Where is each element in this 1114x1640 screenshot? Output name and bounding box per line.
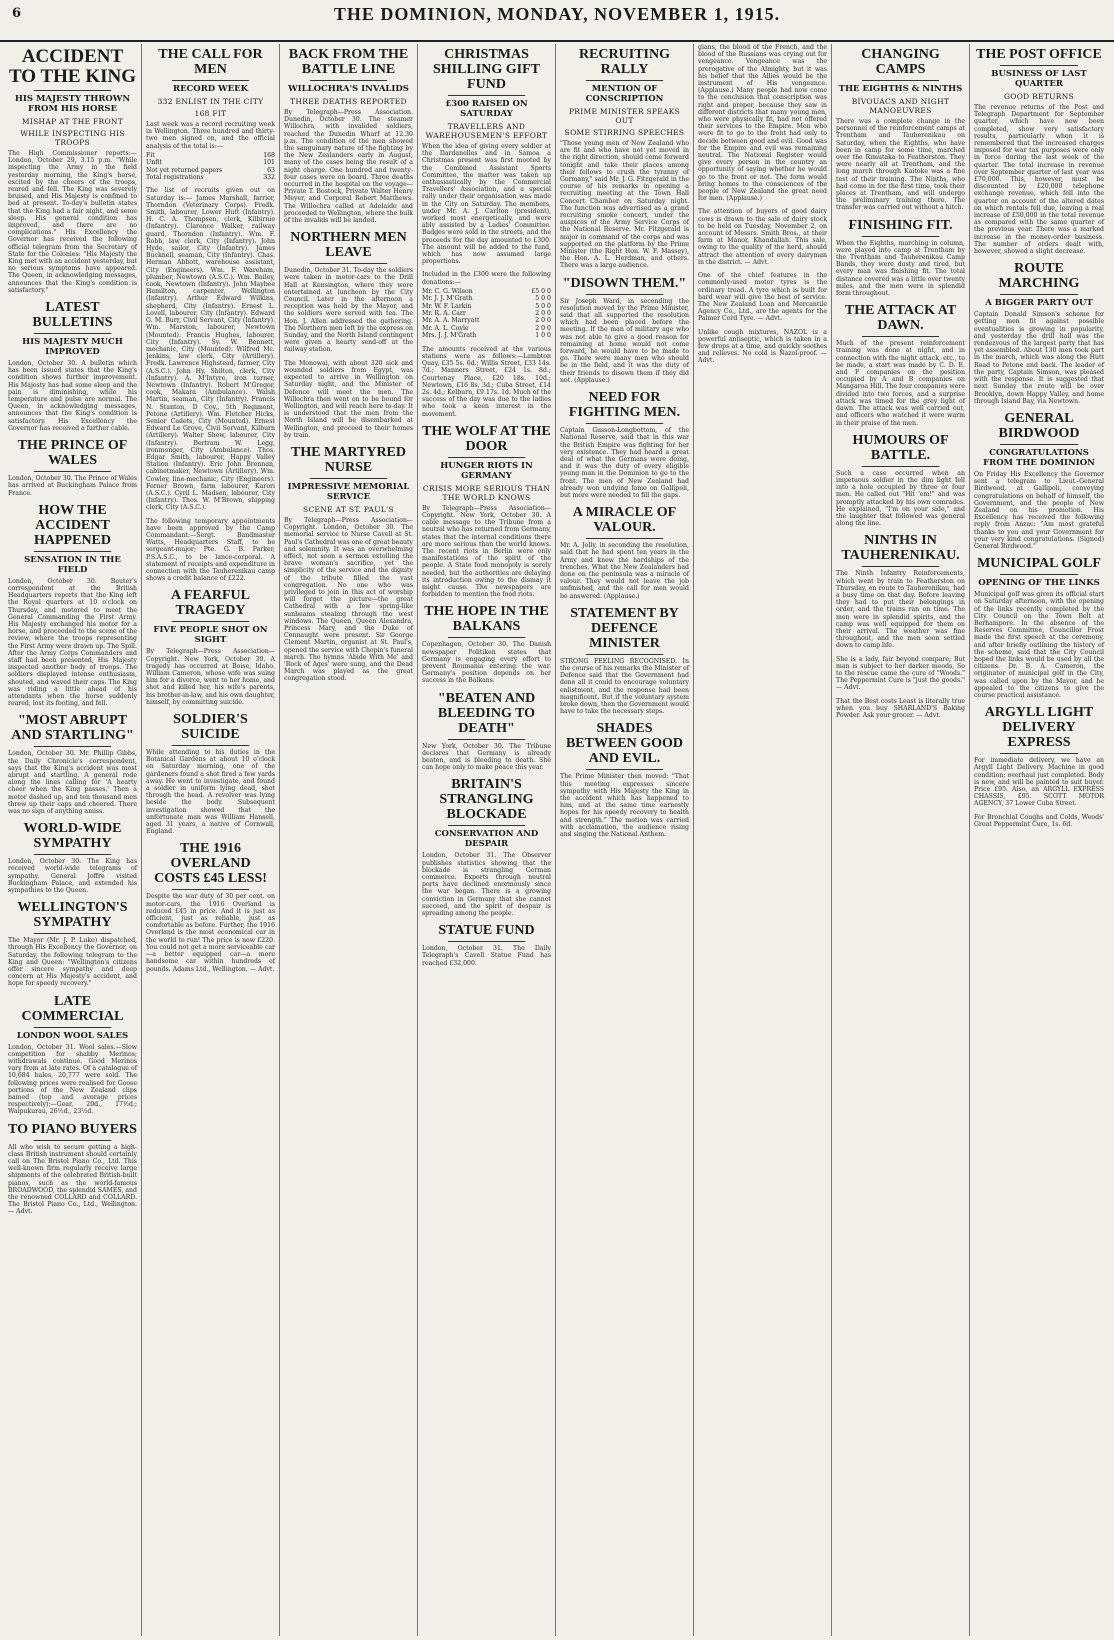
article-body: Much of the present reinforcement training was done at night, and in connection with the night attack, etc., to be made, a start was made by C. D. E. and F companies on the position occupied by A and B companies on Mangaroa Hill. The four companies were divided into two forces, and a surprise attack was timed for the grey light of dawn. The attack was well carried out, and officers who watched it were warm in their praise of the men. bbox=[836, 340, 965, 427]
headline-rule bbox=[448, 825, 525, 826]
article-subheading: SCENE AT ST. PAUL'S bbox=[303, 504, 394, 514]
headline-rule bbox=[448, 95, 525, 96]
article bbox=[836, 218, 965, 298]
article bbox=[284, 360, 413, 439]
article-subheading: THREE DEATHS REPORTED bbox=[290, 97, 407, 106]
article-body: While attending to his duties in the Botanical Gardens at about 10 o'clock on Saturday morning, one of the gardeners found a shot fired a few yards away. He went to investigate, and found a soldier in uniform lying dead, shot through the head. A revolver was lying beside the body. Subsequent investigation showed that the unfortunate man was William Hansell, aged 31 years, a native of Cornwall, England. bbox=[146, 749, 275, 836]
stats-value: 1 0 0 bbox=[535, 332, 551, 340]
article bbox=[284, 47, 413, 224]
article-subheading: HUNGER RIOTS IN GERMANY bbox=[440, 460, 533, 481]
article bbox=[836, 433, 965, 528]
column-1 bbox=[4, 44, 142, 1636]
column-8 bbox=[970, 44, 1108, 1636]
article-headline: THE ATTACK AT DAWN. bbox=[844, 303, 957, 334]
article bbox=[422, 346, 551, 418]
article-headline: STATEMENT BY DEFENCE MINISTER bbox=[570, 605, 679, 651]
article-headline: MUNICIPAL GOLF bbox=[977, 556, 1101, 572]
headline-rule bbox=[862, 80, 939, 81]
headline-rule bbox=[862, 566, 939, 567]
article-headline: TO PIANO BUYERS bbox=[8, 1121, 137, 1137]
article bbox=[836, 47, 965, 212]
headline-rule bbox=[1000, 753, 1078, 754]
stats-row bbox=[422, 288, 551, 295]
article-headline: "BEATEN AND BLEEDING TO DEATH" bbox=[437, 690, 536, 736]
headline-rule bbox=[586, 423, 663, 424]
article-headline: THE WOLF AT THE DOOR bbox=[422, 423, 551, 454]
article-subheading: CONSERVATION AND DESPAIR bbox=[434, 829, 539, 850]
stats-row bbox=[422, 325, 551, 332]
article bbox=[836, 303, 965, 426]
stats-label: Total registrations bbox=[146, 174, 204, 182]
article-subheading: WILLOCHRA'S INVALIDS bbox=[288, 84, 409, 94]
article bbox=[836, 656, 965, 692]
article bbox=[698, 208, 827, 266]
article bbox=[974, 814, 1104, 828]
headline-rule bbox=[34, 854, 111, 855]
article-headline: A MIRACLE OF VALOUR. bbox=[572, 505, 677, 536]
stats-label: Mr. J. J. M'Grath bbox=[422, 295, 473, 303]
column-5 bbox=[556, 44, 694, 1636]
article-headline: CHRISTMAS SHILLING GIFT FUND bbox=[433, 47, 540, 92]
article-subheading: CRISIS MORE SERIOUS THAN THE WORLD KNOWS bbox=[422, 483, 551, 502]
stats-value: 168 bbox=[263, 151, 275, 159]
article bbox=[8, 1122, 137, 1216]
newspaper-columns bbox=[4, 44, 1110, 1636]
stats-label: Unfit bbox=[146, 159, 162, 167]
article-subheading: MISHAP AT THE FRONT bbox=[21, 117, 124, 126]
headline-rule bbox=[310, 263, 387, 264]
article-body: By Telegraph—Press Association. Dunedin, October 30. The steamer Willochra, with invalided soldiers, reached the Dunedin Wharf at 12.30 p.m. The condition of the men showed the sanguinary nature of the fighting by the New Zealanders early in August, many of the cases being the result of a night charge. One hundred and twenty-four cases were on board. Three deaths occurred in the hospital on the voyage—Private T. Bostock, Private Walter Henry Meyer, and Corporal Robert Matthews. The Willochra called at Adelaide and proceeded to Wellington, where the bulk of the invalids will be landed. bbox=[284, 109, 413, 225]
article-subheading: GOOD RETURNS bbox=[1003, 92, 1075, 101]
article-headline: CHANGING CAMPS bbox=[861, 47, 940, 77]
stats-row bbox=[422, 295, 551, 302]
article-body: The following temporary appointments have been approved by the Camp Commandant:—Sergt. Bandmaster Watts, Headquarters Staff, to be sergeant-major; Pte. G. B. Parker, P.S.A.S.C., to be lance-corporal. A statement of receipts and expenditure in connection with the Tauherenikau camp shows a credit balance of £222. bbox=[146, 517, 275, 583]
headline-rule bbox=[862, 336, 939, 337]
article-body: London, October 31. The Observer publishes statistics showing that the blockade is strangling German commerce. Exports through neutral ports have declined enormously since the war began. There is a growing conviction in Germany that she cannot succeed, and the spirit of despair is spreading among the people. bbox=[422, 852, 551, 918]
article-subheading: SENSATION IN THE FIELD bbox=[24, 554, 121, 575]
article-body: There was a complete change in the personnel of the reinforcement camps at Trentham and Tauherenikau on Saturday, when the Eighths, who have been in camp for some time, marched over the Rimutaka to Featherston. They were nearly all at Trentham, and the long march through Kaitoke was a fine test of their training. The Ninths, who had come in for the first time, took their places at Trentham, and will undergo the preliminary training there. The transfer was carried out without a hitch. bbox=[836, 118, 965, 212]
article bbox=[8, 713, 137, 815]
headline-rule bbox=[34, 551, 111, 552]
article-subheading: THE EIGHTHS & NINTHS bbox=[838, 84, 963, 94]
headline-rule bbox=[34, 1027, 111, 1028]
article bbox=[698, 272, 827, 322]
article bbox=[836, 698, 965, 720]
article-subheading: TRAVELLERS AND WAREHOUSEMEN'S EFFORT bbox=[425, 122, 548, 140]
headline-rule bbox=[448, 941, 525, 942]
headline-rule bbox=[1000, 444, 1078, 445]
stats-value: 332 bbox=[263, 174, 275, 182]
article-subheading: WHILE INSPECTING HIS TROOPS bbox=[20, 129, 125, 147]
article-body: Municipal golf was given its official start on Saturday afternoon, with the opening of the links recently completed by the City Council on the Town Belt at Berhampore. In the absence of the Reserves Committee, Councillor Frost made the first speech at the ceremony, and after briefly outlining the history of the scheme, said that the City Council hoped the links would be used by all the citizens. Dr. B. A. Cameron, the originator of municipal golf in the City, was called upon by the Mayor, and he appealed to the citizens to give the course practical assistance. bbox=[974, 591, 1104, 699]
article-headline: BACK FROM THE BATTLE LINE bbox=[288, 47, 409, 77]
article bbox=[8, 438, 137, 497]
article-body: By Telegraph—Press Association—Copyright. New York, October 30. A tragedy has occurred at Boise, Idaho. William Cameron, whose wife was suing him for a divorce, went to her home, and shot and killed her, his wife's parents, his brother-in-law, and his own daughter, himself, by committing suicide. bbox=[146, 648, 275, 706]
article-body: The Monowai, with about 320 sick and wounded soldiers from Egypt, was expected to arrive in Wellington on Saturday night, and the Minister of Defence will meet the men. The Willochra then went on to be bound for Wellington, and will reach here to-day. It is understood that the men from the North Island will be disembarked at Wellington, and proceed to their homes by train. bbox=[284, 359, 413, 439]
article-subheading: PRIME MINISTER SPEAKS OUT bbox=[568, 107, 681, 125]
article-headline: LATE COMMERCIAL bbox=[21, 993, 124, 1024]
article-body: By Telegraph—Press Association—Copyright. London, October 30. The memorial service to Nurse Cavell at St. Paul's Cathedral was one of great beauty and solemnity. It was an overwhelming effect, not soon a sermon extolling the brave woman's sacrifice, yet the simplicity of the service and the dignity of the tribute filled the vast congregation. No one who was privileged to join in this act of worship will forget the picture—the great Cathedral with a few spring-like sunbeams stealing through the west windows. The Queen, Queen Alexandra, Princess Mary, and the Duke of Connaught were present. Sir George Clement Martin, organist at St. Paul's, opened the service with Chopin's funeral march. The hymns 'Abide With Me' and 'Rock of Ages' were sung, and the Dead March was played as the great congregation stood. bbox=[284, 516, 413, 683]
article-headline: THE HOPE IN THE BALKANS bbox=[424, 604, 549, 635]
article-body: All who wish to secure getting a high-class British instrument should certainly call on The Bristol Piano Co., Ltd. This well-known firm regularly receive large shipments of the celebrated British-built pianos, such as the world-famous BROADWOOD, the splendid SAMES, and the renowned COLLARD and COLLARD. The Bristol Piano Co., Ltd., Wellington. — Advt. bbox=[8, 1143, 137, 1216]
article-body: London, October 30. The Prince of Wales has arrived at Buckingham Palace from France. bbox=[8, 475, 137, 497]
article bbox=[8, 300, 137, 432]
article bbox=[422, 271, 551, 339]
article-subheading: CONGRATULATIONS FROM THE DOMINION bbox=[983, 447, 1095, 468]
article-subheading: £300 RAISED ON SATURDAY bbox=[445, 99, 528, 119]
article-headline: ROUTE MARCHING bbox=[998, 261, 1080, 292]
article-body: London, October 30. Reuter's correspondent at the British Headquarters reports that the King left the Royal quarters at 10 o'clock on Thursday, and motored to meet the General Commanding the First Army. His Majesty exchanged his motor for a horse, and proceeded to the scene of the review, where the troops representing the First Army were drawn up. The Spill. After the Army Corps Commanders and staff had been presented, His Majesty inspected another body of troops. The soldiers displayed intense enthusiasm, shouted, and waved their caps. The King was riding a little ahead of his attendants when the horse suddenly reared, lost its footing, and fell. bbox=[8, 577, 137, 708]
headline-rule bbox=[586, 769, 663, 770]
headline-rule bbox=[34, 746, 111, 747]
article-headline: NEED FOR FIGHTING MEN. bbox=[568, 390, 681, 421]
article-body: Captain Gasson-Longbottom, of the National Reserve, said that in this war the British Empire was fighting for her very existence. They had heard a great deal of what the Germans were doing, and it was the duty of every eligible young man in the Dominion to go to the front. The men of New Zealand had already won undying fame on Gallipoli, but more were needed to fill the gaps. bbox=[560, 427, 689, 499]
article-body: When the Eighths, marching in column, were played into camp at Trentham by the Trentham and Tauherenikau Camp Bands, they were dusty and tired, but every man was finishing fit. The total distance covered was a little over twenty miles, and the men were in splendid form throughout. bbox=[836, 239, 965, 298]
article bbox=[560, 390, 689, 499]
article-subheading: IMPRESSIVE MEMORIAL SERVICE bbox=[287, 481, 410, 502]
article-body: Copenhagen, October 30. The Danish newspaper Politiken states that Germany is engaging every effort to prevent Roumania entering the war. Germany's position depends on her success in the Balkans. bbox=[422, 641, 551, 685]
article-headline: SOLDIER'S SUICIDE bbox=[173, 712, 248, 743]
article-headline: THE 1916 OVERLAND COSTS £45 LESS! bbox=[154, 841, 267, 887]
stats-label: Mrs. J. J. M'Grath bbox=[422, 332, 477, 340]
stats-label: Mr. A. A. Marryatt bbox=[422, 317, 480, 325]
article bbox=[560, 505, 689, 600]
article-body: London, October 30. The King has received world-wide telegrams of sympathy. General Joffre visited Buckingham Palace, and extended his sympathies to the Queen. bbox=[8, 858, 137, 894]
stats-row bbox=[146, 159, 275, 166]
article-body: The revenue returns of the Post and Telegraph Department for September quarter, which have now been completed, show very satisfactory results, particularly when it is remembered that the increased charges imposed for war tax purposes were only in force during the last week of the quarter. The total increase in revenue over September quarter of last year was £70,000. This, however, must be discounted by £20,000 telephone exchange revenue, which fell into the quarter on account of the altered dates on which rentals fell due, leaving a real increase of £50,000 in the total revenue as compared with the same quarter of the previous year. There was a marked increase in the money-order business. The number of orders dealt with, however, showed a slight decrease. bbox=[974, 104, 1104, 256]
article bbox=[560, 47, 689, 270]
article-subheading: HIS MAJESTY MUCH IMPROVED bbox=[22, 337, 123, 358]
article-body: Sir Joseph Ward, in seconding the resolution moved by the Prime Minister, said that all supported the resolution which had been placed before the meeting. If the man of military age who was not able to give a good reason for remaining at home would not come forward, he would have to be made to go. There were many men who should be in the field, and it was the duty of their friends to disown them if they did not. (Applause.) bbox=[560, 297, 689, 384]
article bbox=[146, 47, 275, 181]
article-headline: WORLD-WIDE SYMPATHY bbox=[23, 821, 122, 852]
stats-value: 63 bbox=[267, 166, 275, 174]
article bbox=[8, 821, 137, 894]
stats-table bbox=[146, 152, 275, 182]
article bbox=[698, 44, 827, 202]
article-headline: LATEST BULLETINS bbox=[32, 300, 113, 331]
article-body: That the Best costs Least is literally true when you buy SHARLAND'S Baking Powder. Ask your grocer. — Advt. bbox=[836, 697, 965, 719]
headline-rule bbox=[172, 80, 249, 81]
article bbox=[560, 721, 689, 838]
stats-row bbox=[146, 167, 275, 174]
headline-rule bbox=[172, 889, 249, 890]
newspaper-title: THE DOMINION, MONDAY, NOVEMBER 1, 1915. bbox=[333, 4, 781, 24]
article bbox=[422, 424, 551, 599]
article bbox=[560, 276, 689, 384]
article-headline: FINISHING FIT. bbox=[848, 217, 953, 233]
article-body: "Those young men of New Zealand who are fit and who have not yet moved in the right direction, should come forward tonight and take their places among their fellows to crush the tyranny of Germany," said Mr. J. G. Fitzgerald in the course of his remarks in opening a recruiting meeting at the Town Hall Concert Chamber on Saturday night. The function was advertised as a grand recruiting smoke concert, under the auspices of the Army Service Corps of the National Reserve. Mr. Fitzgerald is major in command of the corps and was supported on the platform by the Prime Minister (the Right Hon. W. F. Massey), the Hon. A. L. Herdman, and others. There was a large audience. bbox=[560, 140, 689, 270]
article-subheading: BIVOUACS AND NIGHT MANOEUVRES bbox=[851, 97, 950, 115]
article-headline: RECRUITING RALLY bbox=[578, 47, 670, 77]
article-body: Included in the £300 were the following donations:— bbox=[422, 271, 551, 286]
article-subheading: MENTION OF CONSCRIPTION bbox=[585, 84, 664, 104]
stats-table bbox=[422, 288, 551, 340]
article-subheading: HIS MAJESTY THROWN FROM HIS HORSE bbox=[14, 94, 131, 114]
column-7 bbox=[832, 44, 970, 1636]
article-headline: ARGYLL LIGHT DELIVERY EXPRESS bbox=[984, 705, 1094, 751]
stats-row bbox=[146, 174, 275, 181]
headline-rule bbox=[862, 236, 939, 237]
article bbox=[422, 691, 551, 772]
article bbox=[422, 923, 551, 967]
article bbox=[8, 994, 137, 1116]
article bbox=[422, 47, 551, 265]
article bbox=[146, 841, 275, 972]
article-body: STRONG FEELING RECOGNISED. In the course of his remarks the Minister of Defence said that the Government had done all it could to encourage voluntary enlistment, and the response had been magnificent. But if the voluntary system broke down, then the Government would have to take the necessary steps. bbox=[560, 657, 689, 716]
headline-rule bbox=[448, 637, 525, 638]
headline-rule bbox=[34, 90, 111, 91]
headline-rule bbox=[34, 1140, 111, 1141]
article-headline: THE POST OFFICE bbox=[976, 47, 1102, 62]
article-body: London, October 31. Wool sales.—Slow competition for shabby Merinos; withdrawals continue. Good Merinos vary from at late rates. Of a catalogue of 10,684 bales, 20,777 were sold. The following prices were realised for Goose portions of the New Zealand clips named (top and average prices respectively):—Gear, 20d., 17½d.; Waipukurau, 26½d., 23½d. bbox=[8, 1043, 137, 1116]
column-2 bbox=[142, 44, 280, 1636]
headline-rule bbox=[1000, 65, 1078, 66]
headline-rule bbox=[586, 654, 663, 655]
headline-rule bbox=[586, 538, 663, 539]
masthead bbox=[0, 0, 1114, 42]
article-headline: THE MARTYRED NURSE bbox=[290, 444, 406, 475]
article-body: London, October 30. A bulletin which has been issued states that the King's condition shows further improvement. His Majesty has had some sleep and the pain is diminishing, while his temperature and pulse are normal. The Queen, in acknowledging messages, announces that the King's condition is satisfactory. His Excellency the Governor has received a further cable. bbox=[8, 360, 137, 432]
article-body: New York, October 30. The Tribune declares that Germany is already beaten, and is bleeding to death. She can hope only to make peace this year. bbox=[422, 742, 551, 772]
article-headline: A FEARFUL TRAGEDY bbox=[171, 588, 250, 619]
headline-rule bbox=[34, 333, 111, 334]
stats-value: 2 0 0 bbox=[535, 310, 551, 318]
article bbox=[974, 705, 1104, 807]
headline-rule bbox=[310, 478, 387, 479]
article-headline: THE PRINCE OF WALES bbox=[17, 438, 128, 469]
article-body: The High Commissioner reports:— London, October 29, 3.15 p.m. "While inspecting the Army in the field yesterday morning, the King's horse, excited by the cheers of the troops, reared and fell. The King was severely bruised, and His Majesty is confined to bed at present. To-day's bulletin states that the King had a fair night, and some sleep. His general condition has improved, and there are no complications." His Excellency the Governor has received the following official telegram from the Secretary of State for the Colonies: "His Majesty the King met with an accident yesterday, but no serious symptoms have appeared. The Queen, in acknowledging messages, announces that the King's condition is satisfactory." bbox=[8, 150, 137, 294]
headline-rule bbox=[34, 471, 111, 472]
article bbox=[146, 518, 275, 583]
article-headline: NINTHS IN TAUHERENIKAU. bbox=[841, 533, 960, 564]
article-body: gians, the blood of the French, and the blood of the Russians was crying out for vengeance. Vengeance was the prerogative of the Almighty, but it was his belief that the Allies would be the instrument of His vengeance. (Applause.) Many people had now come to the conclusion that conscription was right and proper, because they saw in different districts that many young men, who were physically fit, had not offered their services to the Empire. Men who were fit to go to the front had only to decide between good and evil. Good was for the Empire and evil was remaining neutral. The National Register would give every person in the country an opportunity of saying whether he would go to the front or not. The form would bring homes to the consciences of the people of New Zealand the great need for men. (Applause.) bbox=[698, 44, 827, 203]
headline-rule bbox=[34, 933, 111, 934]
article bbox=[422, 604, 551, 684]
article-body: The amounts received at the various stations were as follows:—Lambton Quay, £35 5s. 6d.; Willis Street, £33 14s. 7d.; Manners Street, £24 1s. 8d.; Courtenay Place, £20 18s. 10d.; Newtown, £16 8s. 3d.; Cuba Street, £14 2s. 4d.; Kelburn, £9 17s. 1d. Much of the success of the day was due to the ladies who took a keen interest in the movement. bbox=[422, 345, 551, 418]
stats-value: 5 0 0 bbox=[535, 295, 551, 303]
stats-row bbox=[422, 310, 551, 317]
article-body: The Mayor (Mr. J. P. Luke) dispatched, through His Excellency the Governor, on Saturday, the following telegram to the King and Queen: "Wellington's citizens offer sincere sympathy and deep concern at His Majesty's accident, and hope for speedy recovery." bbox=[8, 937, 137, 988]
article-body: Mr. A. Jolly, in seconding the resolution, said that he had spent ten years in the Army and knew the hardships of the trenches. What the New Zealanders had done on the peninsula was a miracle of valour. They would not leave the job unfinished, and the call for men would be answered. (Applause.) bbox=[560, 542, 689, 600]
column-3 bbox=[280, 44, 418, 1636]
article bbox=[422, 777, 551, 917]
article bbox=[560, 606, 689, 716]
article-body: By Telegraph—Press Association—Copyright. New York, October 30. A cable message to the Tribune from a neutral who has returned from Germany, states that the internal conditions there are more serious than the world knows. The recent riots in Berlin were only manifestations of the spirit of the people. A State food monopoly is sorely needed, but the authorities are delaying its introduction owing to the dismay it might cause. The newspapers are forbidden to mention the food riots. bbox=[422, 504, 551, 599]
stats-value: 101 bbox=[263, 159, 275, 167]
stats-label: Fit bbox=[146, 151, 155, 159]
article-headline: STATUE FUND bbox=[438, 923, 535, 939]
stats-row bbox=[422, 317, 551, 324]
article bbox=[8, 503, 137, 708]
headline-rule bbox=[586, 294, 663, 295]
article-subheading: 168 FIT bbox=[194, 109, 227, 118]
stats-row bbox=[146, 152, 275, 159]
article bbox=[974, 411, 1104, 550]
stats-row bbox=[422, 303, 551, 310]
article-headline: ACCIDENT TO THE KING bbox=[8, 46, 137, 87]
article-subheading: LONDON WOOL SALES bbox=[16, 1030, 129, 1041]
article bbox=[8, 900, 137, 987]
article-headline: HOW THE ACCIDENT HAPPENED bbox=[34, 502, 111, 548]
stats-value: 5 0 0 bbox=[535, 302, 551, 310]
article bbox=[284, 445, 413, 683]
article-subheading: A BIGGER PARTY OUT bbox=[985, 298, 1093, 309]
article-subheading: OPENING OF THE LINKS bbox=[978, 578, 1100, 589]
column-6 bbox=[694, 44, 832, 1636]
article-body: Despite the war duty of 30 per cent. on motor-cars, the 1916 Overland is reduced £45 in price. And it is just as efficient, just as reliable, just as comfortable as before. Further, the 1916 Overland is the most economical car in the world to run! The price is now £220. You could not get a more serviceable car—a better equipped car—a more handsome car within hundreds of pounds. Adams Ltd., Wellington. — Advt. bbox=[146, 893, 275, 973]
article-body: One of the chief features in the commonly-used motor tyres is the ordinary tread. A tyre which is built for hard wear will give the best of service. The New Zealand Loan and Mercantile Agency Co., Ltd., are the agents for the Palmer Cord Tyre. — Advt. bbox=[698, 272, 827, 323]
article bbox=[8, 47, 137, 294]
stats-label: Mr. R. A. Carr bbox=[422, 310, 466, 318]
stats-label: Mr. W. F. Larkin bbox=[422, 302, 472, 310]
headline-rule bbox=[586, 80, 663, 81]
article-headline: SHADES BETWEEN GOOD AND EVIL. bbox=[565, 721, 684, 767]
stats-value: £5 0 0 bbox=[531, 287, 551, 295]
article-subheading: RECORD WEEK bbox=[173, 84, 248, 94]
article-headline: "MOST ABRUPT AND STARTLING" bbox=[11, 713, 134, 744]
article-body: Captain Donald Simson's scheme for getting men fit against possible eventualities is growing in popularity, and yesterday the drill hall was the rendezvous of the largest party that has yet assembled. About 130 men took part in the march, which was along the Hutt Road to Petone and back. The leader of the party, Captain Simson, was pleased with the response. It is suggested that next Sunday the route will be over Brooklyn, down Happy Valley, and home through Island Bay, via Newtown. bbox=[974, 311, 1104, 405]
article-body: Unlike cough mixtures, NAZOL is a powerful antiseptic, which is taken in a few drops at a time, and quickly soothes and relieves. No cold is Nazol-proof. — Advt. bbox=[698, 328, 827, 365]
article bbox=[974, 47, 1104, 255]
article-body: For Bronchial Coughs and Colds, Woods' Great Peppermint Cure, 1s. 6d. bbox=[974, 813, 1104, 828]
article bbox=[146, 187, 275, 511]
article bbox=[836, 533, 965, 649]
article-body: London, October 31. The Daily Telegraph's Cavell Statue Fund has reached £32,000. bbox=[422, 945, 551, 967]
stats-label: Mr. C. G. Wilson bbox=[422, 287, 473, 295]
article-body: When the idea of giving every soldier at the Dardanelles and in Samoa a Christmas present was first mooted by the Combined Assistant Sports Committee, the matter was taken up enthusiastically by the Commercial Travellers' Association, and a special rally under their organisation was made in the City on Saturday. The members, under Mr. A. J. Carlton (president), worked most energetically, and were ably assisted by a Ladies' Committee. Badges were sold in the streets, and the proceeds for the day amounted to £300. The amount will be added to the fund, which has now assumed large proportions. bbox=[422, 143, 551, 266]
article bbox=[146, 712, 275, 835]
article bbox=[974, 556, 1104, 699]
article-subheading: BUSINESS OF LAST QUARTER bbox=[991, 69, 1087, 89]
article-headline: NORTHERN MEN LEAVE bbox=[290, 230, 407, 261]
article-body: The attention of buyers of good dairy cows is drawn to the sale of dairy stock to be held on Tuesday, November 2, on account of Messrs. Smith Bros., at their farm at Manor, Khandallah. This sale, owing to the quality of the herd, should attract the attention of every dairyman in the district. — Advt. bbox=[698, 208, 827, 266]
article-headline: HUMOURS OF BATTLE. bbox=[852, 432, 949, 463]
article bbox=[284, 230, 413, 353]
headline-rule bbox=[1000, 574, 1078, 575]
stats-value: 2 0 0 bbox=[535, 317, 551, 325]
article-body: Last week was a record recruiting week in Wellington. Three hundred and thirty-two men signed on, and the official analysis of the total is:— bbox=[146, 121, 275, 150]
article-body: The Ninth Infantry Reinforcements, which went by train to Featherston on Thursday, en route to Tauherenikau, had a busy time on that day. Before leaving they had to put their belongings in order, and the trains ran on time. The men were in splendid spirits, and the camp was well equipped for them on their arrival. The weather was fine throughout, and the men soon settled down to camp life. bbox=[836, 570, 965, 650]
article bbox=[974, 261, 1104, 405]
headline-rule bbox=[448, 739, 525, 740]
article-headline: GENERAL BIRDWOOD bbox=[998, 410, 1080, 441]
article-headline: WELLINGTON'S SYMPATHY bbox=[17, 900, 128, 931]
article-body: She is a lady, fair beyond compare; But man is subject to her darker moods, So to the rescue came the cure of "Woods." The Peppermint Cure is "just the goods." — Advt. bbox=[836, 655, 965, 692]
article-headline: THE CALL FOR MEN bbox=[158, 47, 263, 77]
article bbox=[698, 329, 827, 365]
article bbox=[146, 588, 275, 706]
article-subheading: SOME STIRRING SPEECHES bbox=[564, 128, 685, 137]
article-body: The list of recruits given out on Saturday is:— James Marshall, farrier, Thorndon (Veterinary Corps). Fredk. Smith, labourer, Lower Hutt (Infantry). H. C. A. Thompson, clerk, Kilbirnie (Infantry). Clarence Walker, railway guard, Thorndon (Infantry). Wm. F. Robb, law clerk, City (Infantry). John Hyde, sailor, City (Infantry). James Bucknell, seaman, City (Infantry). Chas. Herman Abbott, warehouse assistant, City (Engineers). Wm. F. Wareham, plumber, Newtown (A.S.C.). Wm. Bailey, cook, Newtown (Infantry). John Maybee Hamilton, carpenter, Wellington (Infantry). Arthur Edward Wilkins, shepherd, City (Infantry). Ernest L. Lovell, labourer, City (Infantry). Edward G. M. Burr, Civil Servant, City (Infantry). Wm. Marston, labourer, Newtown (Mounted). Francis Hughes, labourer, City (Infantry). Sy. W. Bennett, mechanic, City (Mounted). Wilfred Mc. Jenkins, law clerk, City (Artillery). Fredk. Lawrence Highstead, farmer, City (A.S.C.). John Hy. Shilton, clerk, City (Infantry). A. M'Intyre, iron turner, Newtown (Infantry). Robert M'Gregor, cook, Makara (Ambulance). Walsh Martin, seaman, City (Infantry). Francis N. Stanton, D Coy., 5th Regiment, Petone (Artillery). Wm. Fletcher Hicks, Senior Cadets, City (Mounted). Ernest Edward Le Grove, Civil Servant, Kilburn (Artillery). Walter Show, labourer, City (Infantry). Bertram W. Legg, ironmonger, City (Ambulance). Thos. Edgar Smith, labourer, Happy Valley Station (Infantry). Eric John Brennan, cabinetmaker, Newtown (Artillery). Wm. Cowley, line-mechanic, City (Engineers). Ferner Brown, farm labourer, Karori (A.S.C.). Cyril L. Madsen, labourer, City (Infantry). Thos. W. M'Brown, shipping clerk, City (A.S.C.). bbox=[146, 187, 275, 512]
stats-label: Mr. A. L. Coyle bbox=[422, 324, 469, 332]
article-subheading: FIVE PEOPLE SHOT ON SIGHT bbox=[153, 625, 268, 646]
article-body: Dunedin, October 31. To-day the soldiers were taken in motor-cars to the Drill Hall at Kensington, where they were entertained at luncheon by the City Council. Later in the afternoon a reception was held by the Mayor, and the soldiers were served with tea. The Hon. J. Allen addressed the gathering. The Northern men left by the express on Sunday, and the North Island contingent were given a hearty send-off at the railway station. bbox=[284, 267, 413, 354]
stats-value: 2 0 0 bbox=[535, 324, 551, 332]
column-4 bbox=[418, 44, 556, 1636]
headline-rule bbox=[862, 466, 939, 467]
article-body: London, October 30. Mr. Phillip Gibbs, the Daily Chronicle's correspondent, says that the King's accident was most abrupt and startling. A general rode along the lines calling for 'A hearty cheer when the King passes.' Then a motor dashed up, and ten thousand men threw up their caps and cheered. There was no sign of anything amiss. bbox=[8, 750, 137, 815]
headline-rule bbox=[1000, 294, 1078, 295]
headline-rule bbox=[448, 457, 525, 458]
article-body: For immediate delivery, we have an Argyll Light Delivery. Machine in good condition; overhaul just completed. Body is new, and will be painted to suit buyer. Price £95. Also, an ARGYLL EXPRESS CHASSIS, £95. SCOTT MOTOR AGENCY, 37 Lower Cuba Street. bbox=[974, 757, 1104, 808]
article-headline: "DISOWN THEM." bbox=[562, 275, 687, 291]
article-body: Such a case occurred when an impetuous soldier in the dim light fell into a hole occupied by three or four men. He called out "Hit 'em!" and was promptly attacked by his own comrades. He explained, "I'm on your side," and the laughter that followed was general along the line. bbox=[836, 469, 965, 528]
stats-label: Not yet returned papers bbox=[146, 166, 223, 174]
article-headline: BRITAIN'S STRANGLING BLOCKADE bbox=[439, 777, 534, 823]
headline-rule bbox=[172, 621, 249, 622]
article-subheading: 332 ENLIST IN THE CITY bbox=[157, 97, 264, 106]
stats-row bbox=[422, 332, 551, 339]
page-number: 6 bbox=[12, 6, 22, 21]
article-body: On Friday His Excellency the Governor sent a telegram to Lieut.-General Birdwood, at Gallipoli, conveying congratulations on behalf of himself, the Government, and the people of New Zealand on his promotion. His Excellency has received the following reply from Anzac: "Am most grateful thanks to you and your Government for your very kind congratulations. (Signed) General Birdwood." bbox=[974, 470, 1104, 550]
article-body: The Prime Minister then moved: "That this meeting expresses sincere sympathy with His Majesty the King in the accident which has happened to him, and at the same time earnestly hopes for his speedy recovery to health and strength." The motion was carried with acclamation, the audience rising and singing the National Anthem. bbox=[560, 773, 689, 838]
headline-rule bbox=[172, 745, 249, 746]
headline-rule bbox=[310, 80, 387, 81]
